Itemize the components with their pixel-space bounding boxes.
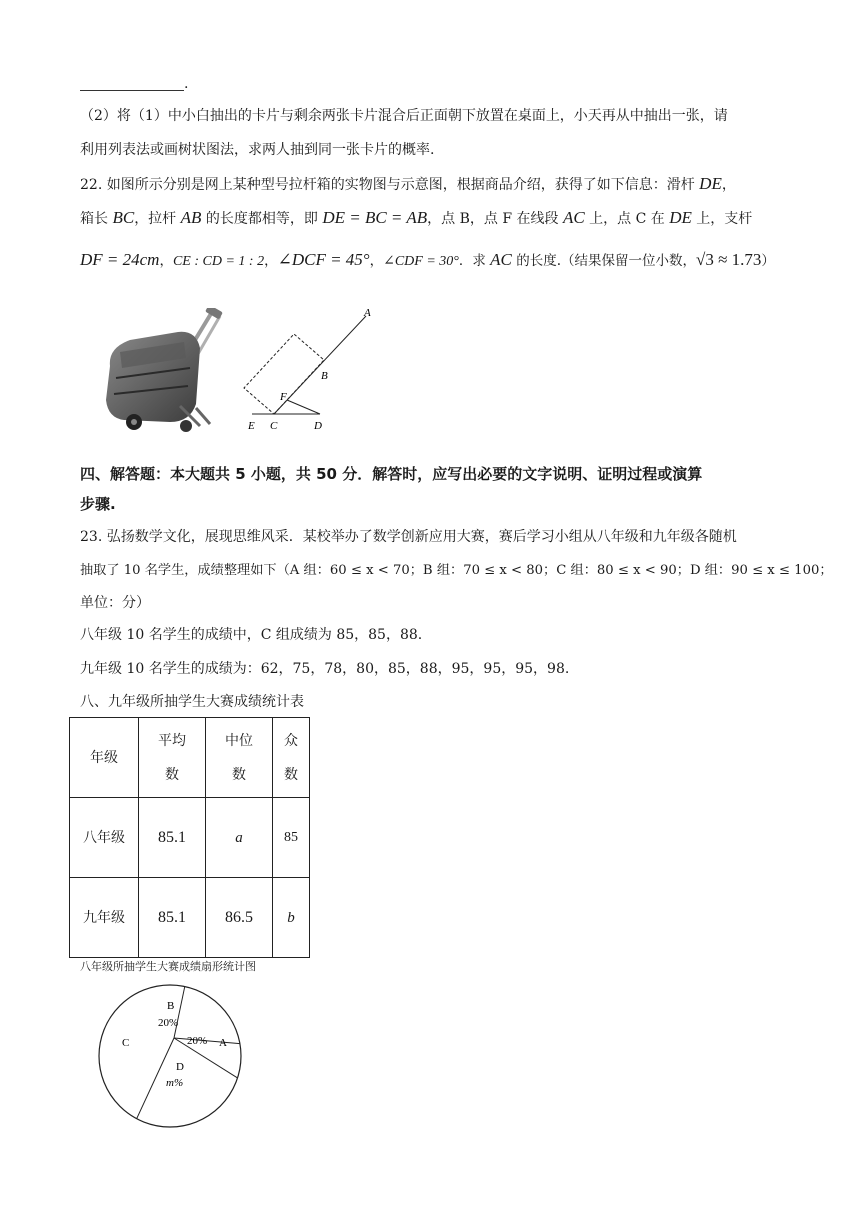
q23-line1: 23. 弘扬数学文化，展现思维风采．某校举办了数学创新应用大赛，赛后学习小组从八年级和九年级各随机 [80, 529, 737, 545]
q22-text: ．求 [458, 253, 491, 269]
pie-caption: 八年级所抽学生大赛成绩扇形统计图 [80, 960, 256, 973]
q22-math: √3 ≈ 1.73 [696, 250, 762, 269]
q22-math: ∠CDF = 30° [383, 254, 459, 269]
q23-line3: 单位：分） [80, 595, 150, 611]
q22-line1 [80, 174, 736, 195]
table-header-cell: 众数 [273, 718, 310, 798]
q21-part2-line1: （2）将（1）中小白抽出的卡片与剩余两张卡片混合后正面朝下放置在桌面上，小天再从中抽出一张，请 [80, 108, 728, 124]
table-cell: b [273, 878, 310, 958]
q22-text: 22. 如图所示分别是网上某种型号拉杆箱的实物图与示意图，根据商品介绍，获得了如下信息：滑杆 [80, 177, 700, 193]
q22-text: ，拉杆 [134, 211, 181, 227]
q22-math: DE [699, 174, 722, 193]
q23-line2: 抽取了 10 名学生，成绩整理如下（A 组：60 ≤ x < 70；B 组：70 ≤ x < 80；C 组：80 ≤ x < 90；D 组：90 ≤ x ≤ 100； [80, 563, 833, 578]
q22-text: ， [159, 253, 173, 269]
suitcase-photo [100, 308, 230, 438]
q22-line3 [80, 250, 775, 272]
label-b: B [321, 370, 328, 382]
segment-df [287, 400, 320, 414]
q22-text: 箱长 [80, 211, 113, 227]
table-cell: 85.1 [139, 878, 206, 958]
table-cell: 86.5 [206, 878, 273, 958]
q22-math: DE [669, 208, 692, 227]
q23-line4: 八年级 10 名学生的成绩中，C 组成绩为 85，85，88. [80, 627, 423, 643]
table-cell: a [206, 798, 273, 878]
q22-math: AB [180, 208, 202, 227]
answer-blank-period: . [184, 76, 189, 92]
q22-text: 的长度都相等，即 [201, 211, 323, 227]
q21-part2-line2: 利用列表法或画树状图法，求两人抽到同一张卡片的概率. [80, 142, 435, 158]
answer-blank [80, 90, 184, 91]
q22-text: ， [264, 253, 278, 269]
label-f: F [280, 391, 287, 403]
table-header-cell: 中位数 [206, 718, 273, 798]
label-c: C [270, 420, 278, 432]
q22-math: AC [490, 250, 512, 269]
section-4-heading-line2: 步骤. [80, 495, 116, 513]
q22-text: ） [761, 253, 775, 269]
pie-slice-divider [174, 987, 185, 1038]
table-row [70, 798, 310, 878]
q22-text: ， [721, 177, 736, 193]
q22-text: 的长度.（结果保留一位小数， [511, 253, 696, 269]
q22-math: AC [562, 208, 585, 227]
table-row [70, 878, 310, 958]
stats-table [69, 717, 310, 958]
pie-slice-label-a: 20% [187, 1035, 208, 1047]
label-d: D [314, 420, 322, 432]
table-cell: 85 [273, 798, 310, 878]
section-4-heading-line1: 四、解答题：本大题共 5 小题，共 50 分．解答时，应写出必要的文字说明、证明过程或演算 [80, 465, 703, 483]
pie-slice-label-d: m% [166, 1077, 184, 1089]
pie-slice-name-d: D [176, 1061, 184, 1073]
q22-math: DF = 24cm [80, 250, 160, 269]
table-cell: 85.1 [139, 798, 206, 878]
table-header-row [70, 718, 310, 798]
q22-text: 上，支杆 [691, 211, 753, 227]
pie-slice-name-a: A [219, 1037, 227, 1049]
q23-line5: 九年级 10 名学生的成绩为：62，75，78，80，85，88，95，95，95，98. [80, 661, 570, 677]
label-a: A [364, 307, 371, 319]
table-title: 八、九年级所抽学生大赛成绩统计表 [80, 694, 304, 710]
label-e: E [248, 420, 255, 432]
table-header-cell: 年级 [70, 718, 139, 798]
pie-slice-name-b: B [167, 1000, 175, 1012]
q22-text: ， [369, 253, 384, 269]
suitcase-diagram [240, 302, 380, 438]
table-cell: 八年级 [70, 798, 139, 878]
q22-math: CE : CD = 1 : 2 [172, 254, 265, 269]
pie-slice-label-b: 20% [158, 1017, 179, 1029]
table-cell: 九年级 [70, 878, 139, 958]
q22-math: BC [112, 208, 135, 227]
q22-line2 [80, 208, 752, 229]
table-header-cell: 平均数 [139, 718, 206, 798]
pie-slice-name-c: C [122, 1037, 130, 1049]
q22-text: ，点 B，点 F 在线段 [427, 211, 563, 227]
pie-chart [96, 982, 246, 1132]
q22-text: 上，点 C 在 [584, 211, 670, 227]
q22-math: DE = BC = AB [322, 208, 428, 227]
q22-math: ∠DCF = 45° [277, 250, 370, 269]
